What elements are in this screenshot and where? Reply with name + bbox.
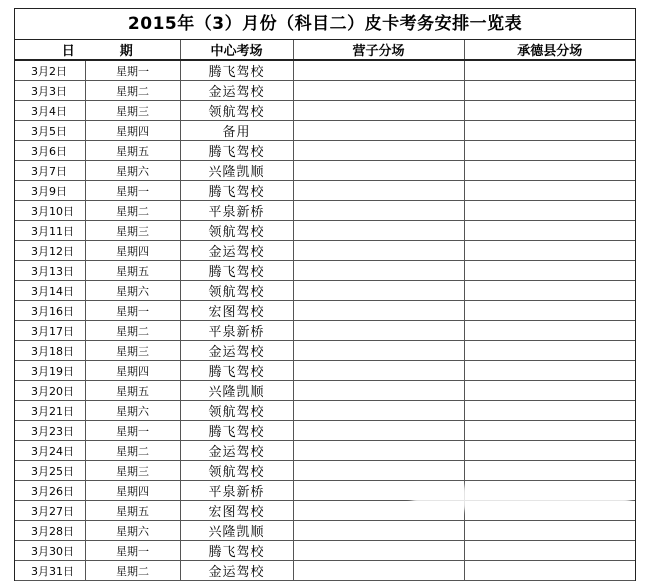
chengde-cell — [464, 60, 635, 81]
center-venue-cell: 领航驾校 — [180, 401, 293, 421]
day-cell: 星期五 — [85, 141, 180, 161]
day-cell: 星期六 — [85, 521, 180, 541]
table-row — [15, 221, 635, 241]
day-cell: 星期一 — [85, 541, 180, 561]
header-row — [15, 40, 635, 60]
table-row — [15, 241, 635, 261]
chengde-cell — [464, 441, 635, 461]
day-cell: 星期一 — [85, 181, 180, 201]
day-cell: 星期一 — [85, 421, 180, 441]
date-cell: 3月19日 — [15, 361, 85, 381]
table-row — [15, 141, 635, 161]
center-venue-cell: 金运驾校 — [180, 341, 293, 361]
day-cell: 星期三 — [85, 221, 180, 241]
table-row — [15, 121, 635, 141]
center-venue-cell: 平泉新桥 — [180, 321, 293, 341]
day-cell: 星期二 — [85, 441, 180, 461]
chengde-cell — [464, 421, 635, 441]
chengde-cell — [464, 361, 635, 381]
table-row — [15, 381, 635, 401]
chengde-cell — [464, 341, 635, 361]
yingzi-cell — [293, 161, 464, 181]
chengde-cell — [464, 201, 635, 221]
center-venue-cell: 兴隆凯顺 — [180, 521, 293, 541]
chengde-cell — [464, 141, 635, 161]
table-row — [15, 301, 635, 321]
center-venue-cell: 腾飞驾校 — [180, 421, 293, 441]
yingzi-cell — [293, 121, 464, 141]
date-cell: 3月11日 — [15, 221, 85, 241]
yingzi-cell — [293, 201, 464, 221]
day-cell: 星期二 — [85, 321, 180, 341]
center-venue-cell: 平泉新桥 — [180, 481, 293, 501]
yingzi-cell — [293, 441, 464, 461]
table-row — [15, 461, 635, 481]
center-venue-cell: 金运驾校 — [180, 241, 293, 261]
chengde-cell — [464, 241, 635, 261]
yingzi-cell — [293, 401, 464, 421]
day-cell: 星期二 — [85, 201, 180, 221]
table-row — [15, 261, 635, 281]
date-cell: 3月7日 — [15, 161, 85, 181]
yingzi-cell — [293, 60, 464, 81]
date-header — [15, 40, 180, 60]
date-cell: 3月27日 — [15, 501, 85, 521]
table-row — [15, 321, 635, 341]
chengde-cell — [464, 161, 635, 181]
day-cell: 星期二 — [85, 561, 180, 581]
table-row — [15, 541, 635, 561]
day-cell: 星期五 — [85, 381, 180, 401]
date-cell: 3月10日 — [15, 201, 85, 221]
date-cell: 3月20日 — [15, 381, 85, 401]
center-venue-cell: 平泉新桥 — [180, 201, 293, 221]
date-cell: 3月23日 — [15, 421, 85, 441]
table-row — [15, 181, 635, 201]
date-cell: 3月13日 — [15, 261, 85, 281]
yingzi-cell — [293, 541, 464, 561]
chengde-cell — [464, 561, 635, 581]
yingzi-cell — [293, 341, 464, 361]
date-cell: 3月28日 — [15, 521, 85, 541]
day-cell: 星期三 — [85, 461, 180, 481]
yingzi-cell — [293, 381, 464, 401]
center-venue-cell: 腾飞驾校 — [180, 261, 293, 281]
center-venue-cell: 宏图驾校 — [180, 501, 293, 521]
date-cell: 3月21日 — [15, 401, 85, 421]
chengde-cell — [464, 281, 635, 301]
center-venue-cell: 腾飞驾校 — [180, 541, 293, 561]
table-row — [15, 521, 635, 541]
center-venue-cell: 金运驾校 — [180, 81, 293, 101]
center-venue-cell: 腾飞驾校 — [180, 361, 293, 381]
table-row — [15, 421, 635, 441]
chengde-cell — [464, 461, 635, 481]
center-venue-cell: 腾飞驾校 — [180, 181, 293, 201]
chengde-cell — [464, 541, 635, 561]
center-venue-cell: 领航驾校 — [180, 461, 293, 481]
day-cell: 星期四 — [85, 361, 180, 381]
center-venue-cell: 金运驾校 — [180, 441, 293, 461]
date-cell: 3月9日 — [15, 181, 85, 201]
center-venue-cell: 腾飞驾校 — [180, 60, 293, 81]
date-header-char-1: 日 — [61, 44, 75, 59]
chengde-header: 承德县分场 — [464, 40, 635, 60]
date-cell: 3月26日 — [15, 481, 85, 501]
day-cell: 星期四 — [85, 121, 180, 141]
day-cell: 星期三 — [85, 341, 180, 361]
table-row — [15, 561, 635, 581]
yingzi-cell — [293, 81, 464, 101]
chengde-cell — [464, 401, 635, 421]
yingzi-cell — [293, 361, 464, 381]
yingzi-cell — [293, 141, 464, 161]
chengde-cell — [464, 521, 635, 541]
date-cell: 3月5日 — [15, 121, 85, 141]
day-cell: 星期六 — [85, 401, 180, 421]
yingzi-header: 营子分场 — [293, 40, 464, 60]
chengde-cell — [464, 121, 635, 141]
chengde-cell — [464, 101, 635, 121]
chengde-cell — [464, 81, 635, 101]
center-venue-cell: 领航驾校 — [180, 281, 293, 301]
date-cell: 3月4日 — [15, 101, 85, 121]
center-venue-cell: 腾飞驾校 — [180, 141, 293, 161]
chengde-cell — [464, 301, 635, 321]
yingzi-cell — [293, 181, 464, 201]
day-cell: 星期一 — [85, 60, 180, 81]
table-row — [15, 361, 635, 381]
day-cell: 星期六 — [85, 161, 180, 181]
chengde-cell — [464, 221, 635, 241]
yingzi-cell — [293, 221, 464, 241]
yingzi-cell — [293, 261, 464, 281]
center-header: 中心考场 — [180, 40, 293, 60]
day-cell: 星期六 — [85, 281, 180, 301]
date-cell: 3月3日 — [15, 81, 85, 101]
chengde-cell — [464, 181, 635, 201]
table-row — [15, 161, 635, 181]
table-row — [15, 341, 635, 361]
yingzi-cell — [293, 241, 464, 261]
day-cell: 星期五 — [85, 261, 180, 281]
yingzi-cell — [293, 461, 464, 481]
table-row — [15, 101, 635, 121]
table-row — [15, 201, 635, 221]
table-row — [15, 281, 635, 301]
day-cell: 星期一 — [85, 301, 180, 321]
yingzi-cell — [293, 421, 464, 441]
center-venue-cell: 领航驾校 — [180, 221, 293, 241]
date-cell: 3月30日 — [15, 541, 85, 561]
day-cell: 星期三 — [85, 101, 180, 121]
yingzi-cell — [293, 521, 464, 541]
date-cell: 3月14日 — [15, 281, 85, 301]
table-row — [15, 81, 635, 101]
yingzi-cell — [293, 561, 464, 581]
table-row — [15, 60, 635, 81]
date-cell: 3月16日 — [15, 301, 85, 321]
date-cell: 3月17日 — [15, 321, 85, 341]
chengde-cell — [464, 381, 635, 401]
center-venue-cell: 金运驾校 — [180, 561, 293, 581]
date-cell: 3月25日 — [15, 461, 85, 481]
table-row — [15, 441, 635, 461]
table-row — [15, 401, 635, 421]
center-venue-cell: 领航驾校 — [180, 101, 293, 121]
date-cell: 3月12日 — [15, 241, 85, 261]
chengde-cell — [464, 261, 635, 281]
chengde-cell — [464, 321, 635, 341]
date-cell: 3月6日 — [15, 141, 85, 161]
day-cell: 星期四 — [85, 481, 180, 501]
center-venue-cell: 兴隆凯顺 — [180, 381, 293, 401]
center-venue-cell: 宏图驾校 — [180, 301, 293, 321]
date-header-char-2: 期 — [119, 44, 133, 59]
yingzi-cell — [293, 101, 464, 121]
date-cell: 3月2日 — [15, 60, 85, 81]
watermark-blur — [412, 486, 630, 510]
yingzi-cell — [293, 281, 464, 301]
date-cell: 3月24日 — [15, 441, 85, 461]
day-cell: 星期四 — [85, 241, 180, 261]
date-cell: 3月31日 — [15, 561, 85, 581]
day-cell: 星期二 — [85, 81, 180, 101]
day-cell: 星期五 — [85, 501, 180, 521]
center-venue-cell: 兴隆凯顺 — [180, 161, 293, 181]
date-cell: 3月18日 — [15, 341, 85, 361]
yingzi-cell — [293, 321, 464, 341]
sheet-title: 2015年（3）月份（科目二）皮卡考务安排一览表 — [15, 8, 635, 40]
yingzi-cell — [293, 301, 464, 321]
center-venue-cell: 备用 — [180, 121, 293, 141]
